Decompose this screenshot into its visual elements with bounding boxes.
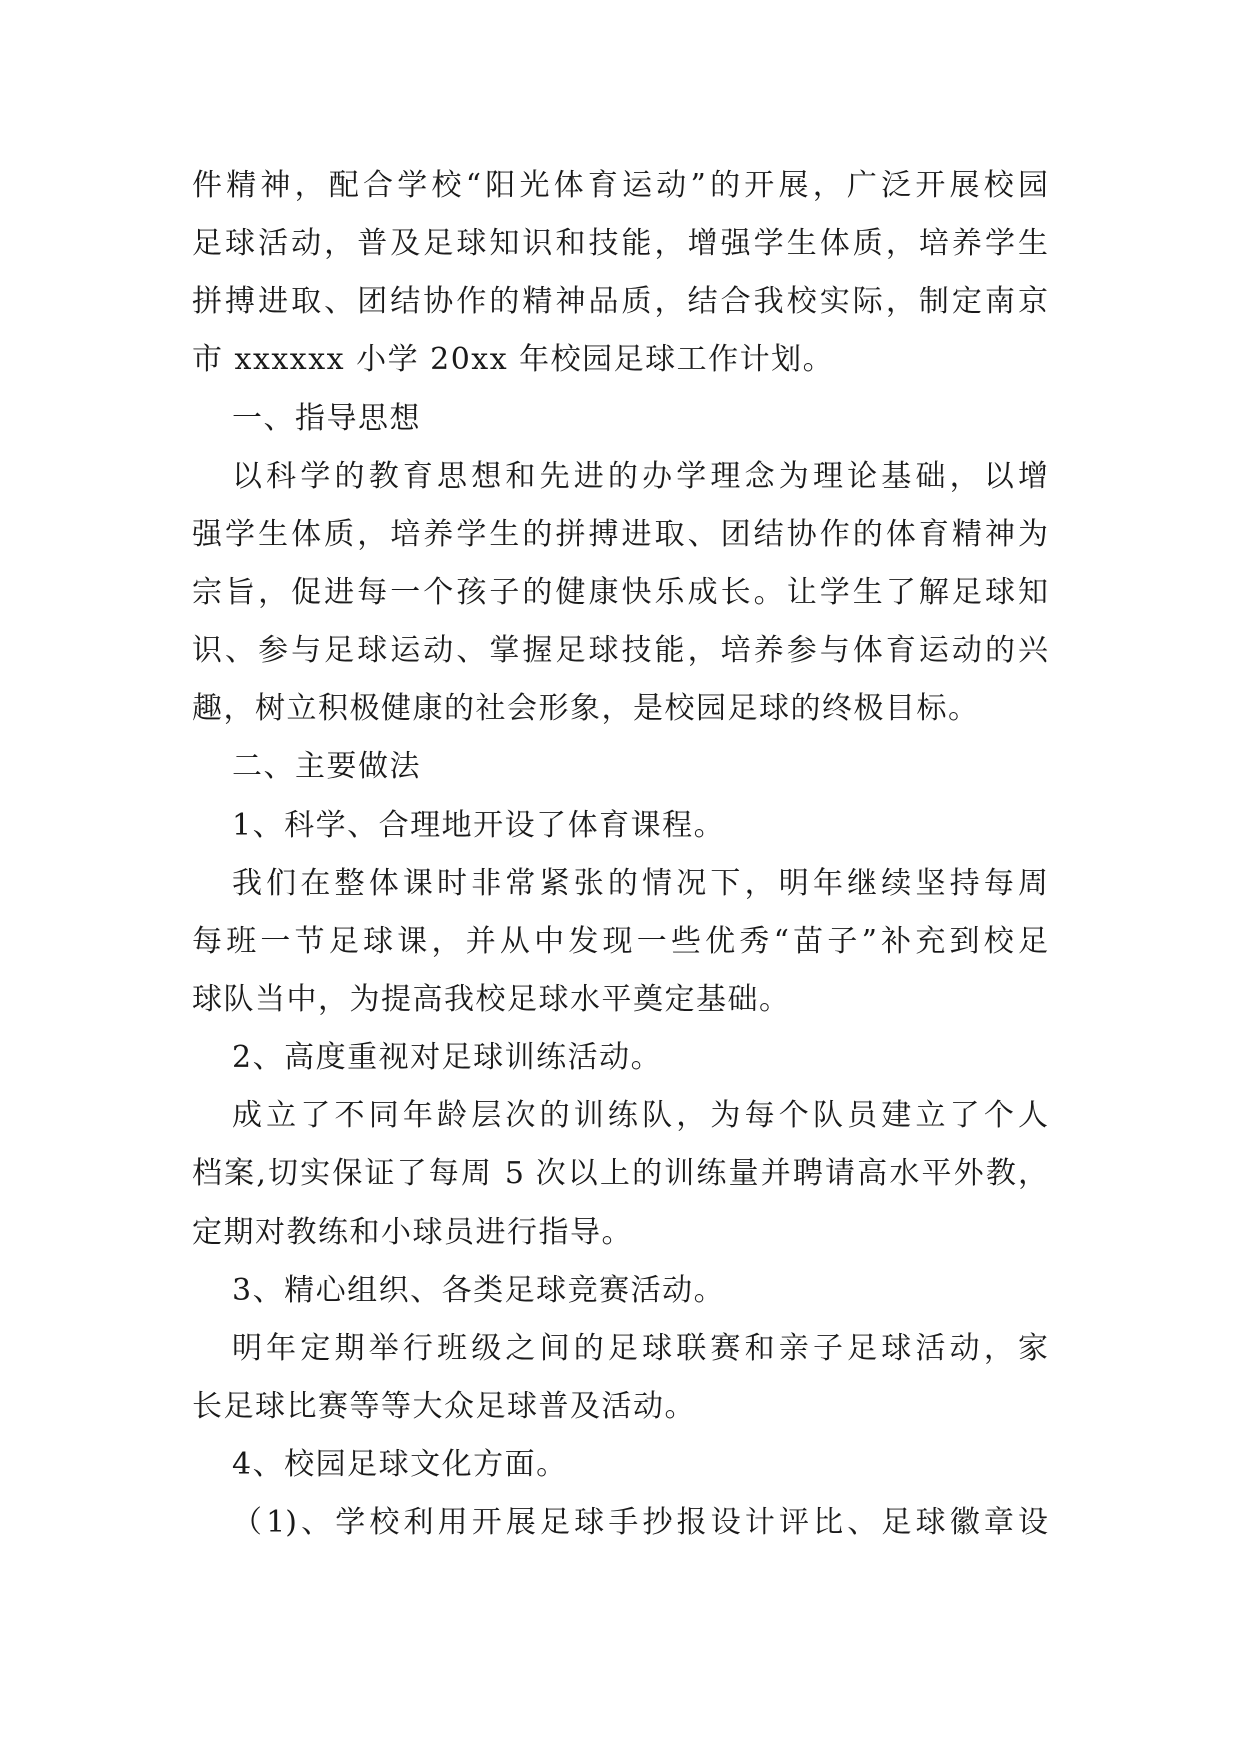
subsection-heading <box>192 1029 1048 1087</box>
document-page <box>192 157 1048 1552</box>
subsection-heading-text: 1、科学、合理地开设了体育课程。 <box>232 807 726 843</box>
paragraph-line: 拼搏进取、团结协作的精神品质，结合我校实际，制定南京 <box>192 284 1048 320</box>
subsection-heading <box>192 1436 1048 1494</box>
section-heading-text: 二、主要做法 <box>232 749 421 785</box>
section-heading <box>192 390 1048 448</box>
paragraph <box>192 448 1048 739</box>
paragraph-line: 球队当中，为提高我校足球水平奠定基础。 <box>192 981 791 1017</box>
paragraph-line: 件精神，配合学校“阳光体育运动”的开展，广泛开展校园 <box>192 168 1048 203</box>
paragraph-line: 每班一节足球课，并从中发现一些优秀“苗子”补充到校足 <box>192 923 1048 959</box>
section-heading <box>192 738 1048 796</box>
paragraph-line: 趣，树立积极健康的社会形象，是校园足球的终极目标。 <box>192 691 980 727</box>
paragraph <box>192 855 1048 1029</box>
subsection-heading-text: 3、精心组织、各类足球竞赛活动。 <box>232 1272 726 1308</box>
paragraph-line: 我们在整体课时非常紧张的情况下，明年继续坚持每周 <box>232 865 1048 901</box>
section-heading-text: 一、指导思想 <box>232 400 421 436</box>
subsection-heading <box>192 1262 1048 1320</box>
paragraph-line: 足球活动，普及足球知识和技能，增强学生体质，培养学生 <box>192 226 1048 262</box>
paragraph-line: 强学生体质，培养学生的拼搏进取、团结协作的体育精神为 <box>192 516 1048 552</box>
subsection-heading <box>192 797 1048 855</box>
paragraph-line: 档案,切实保证了每周 5 次以上的训练量并聘请高水平外教， <box>192 1156 1048 1192</box>
paragraph-line: 成立了不同年龄层次的训练队，为每个队员建立了个人 <box>232 1098 1048 1134</box>
paragraph-line: 宗旨，促进每一个孩子的健康快乐成长。让学生了解足球知 <box>192 574 1048 610</box>
paragraph-line: 定期对教练和小球员进行指导。 <box>192 1214 633 1250</box>
paragraph-line: 市 xxxxxx 小学 20xx 年校园足球工作计划。 <box>192 342 835 378</box>
paragraph <box>192 1320 1048 1436</box>
paragraph-line: 以科学的教育思想和先进的办学理念为理论基础，以增 <box>232 458 1048 494</box>
paragraph <box>192 157 1048 390</box>
subsection-heading-text: 2、高度重视对足球训练活动。 <box>232 1040 663 1076</box>
paragraph-line: 识、参与足球运动、掌握足球技能，培养参与体育运动的兴 <box>192 633 1048 669</box>
paragraph-line: 明年定期举行班级之间的足球联赛和亲子足球活动，家 <box>232 1330 1048 1366</box>
paragraph <box>192 1087 1048 1261</box>
paragraph-line: 长足球比赛等等大众足球普及活动。 <box>192 1388 696 1424</box>
paragraph <box>192 1494 1048 1552</box>
subsection-heading-text: 4、校园足球文化方面。 <box>232 1447 568 1483</box>
paragraph-line: （1)、学校利用开展足球手抄报设计评比、足球徽章设 <box>232 1505 1048 1541</box>
